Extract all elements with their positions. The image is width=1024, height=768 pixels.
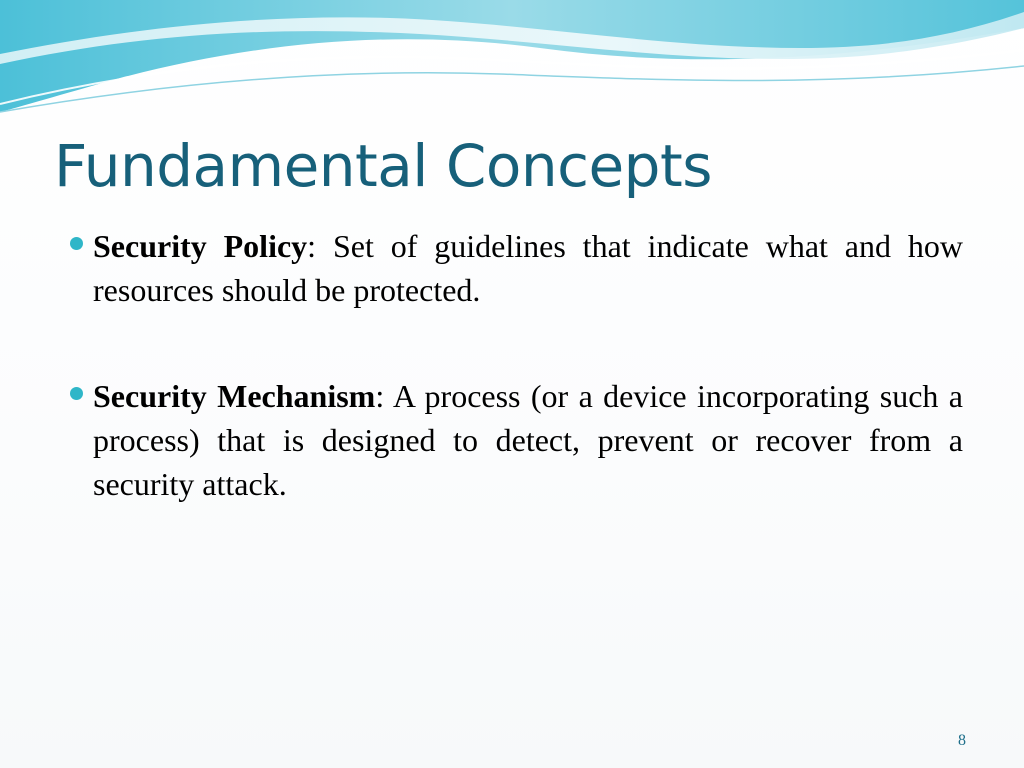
bullet-separator: : — [375, 378, 385, 414]
slide-title: Fundamental Concepts — [54, 132, 712, 200]
wave-shape-main — [0, 0, 1024, 112]
bullet-separator: : — [307, 228, 317, 264]
bullet-term: Security Mechanism — [93, 378, 376, 414]
bullet-text: A process (or a device incorporating such a process) that is designed to detect, prevent or recover from a security attack. — [93, 378, 964, 502]
bullet-list — [70, 224, 963, 568]
bullet-dot-icon — [70, 387, 83, 400]
bullet-security-policy — [70, 224, 963, 312]
bullet-dot-icon — [70, 237, 83, 250]
page-number: 8 — [958, 732, 966, 749]
bullet-security-mechanism — [70, 374, 963, 506]
bullet-text: Set of guidelines that indicate what and how resources should be protected. — [93, 228, 964, 308]
wave-line-blue — [0, 66, 1024, 112]
bullet-term: Security Policy — [93, 228, 308, 264]
decorative-wave-header — [0, 0, 1024, 120]
